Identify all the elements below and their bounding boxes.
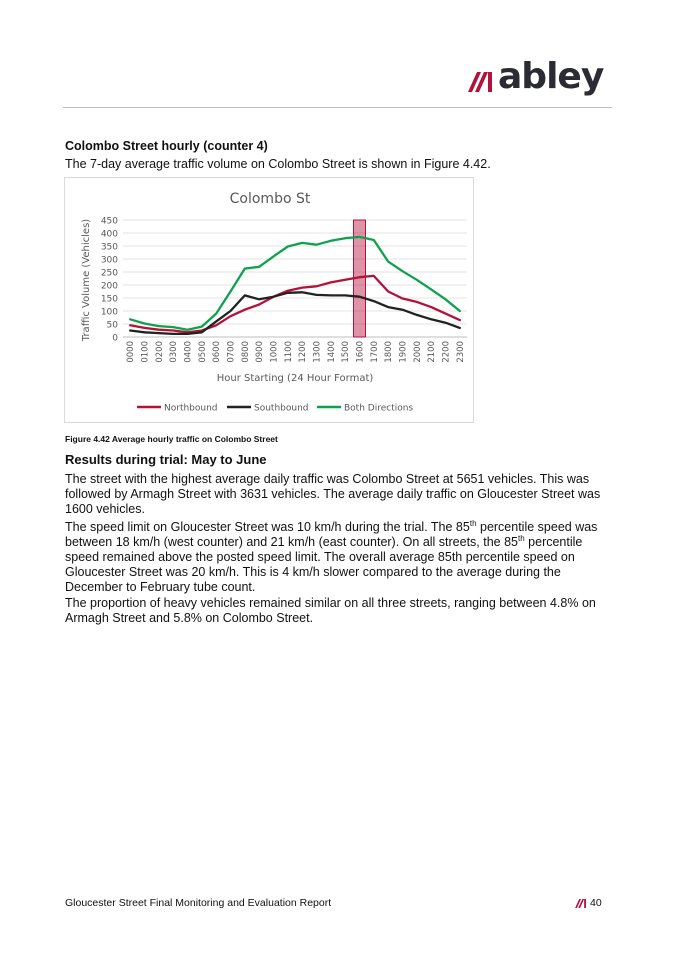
chart-frame	[64, 177, 474, 423]
x-tick-label: 1200	[298, 341, 309, 363]
x-tick-label: 0300	[169, 341, 180, 363]
x-tick-label: 0400	[183, 341, 194, 363]
logo-text: abley	[498, 56, 604, 97]
x-tick-label: 0100	[140, 341, 151, 363]
x-tick-label: 2300	[455, 341, 466, 363]
y-tick-label: 0	[112, 333, 118, 344]
x-tick-label: 1300	[312, 341, 323, 363]
figure-caption: Figure 4.42 Average hourly traffic on Colombo Street	[65, 434, 278, 444]
y-tick-label: 50	[106, 320, 118, 331]
abley-logo	[468, 58, 618, 98]
x-tick-label: 1800	[384, 341, 395, 363]
y-tick-label: 150	[100, 294, 118, 305]
x-tick-label: 1600	[355, 341, 366, 363]
legend-label-2: Both Directions	[344, 403, 414, 414]
x-tick-label: 0200	[154, 341, 165, 363]
colombo-chart	[65, 178, 473, 422]
y-tick-label: 300	[100, 255, 118, 266]
series-line-2	[130, 237, 460, 330]
results-paragraph-3: The proportion of heavy vehicles remained similar on all three streets, ranging between 4.8% on Armagh Street and 5.8% on Colombo Street.	[65, 596, 596, 625]
x-tick-label: 1100	[283, 341, 294, 363]
y-tick-label: 350	[100, 242, 118, 253]
p2-text-a: The speed limit on Gloucester Street was 10 km/h during the trial. The 85	[65, 520, 470, 534]
abley-footer-mark-icon	[575, 899, 587, 908]
chart-title: Colombo St	[229, 191, 311, 207]
results-paragraph-1: The street with the highest average daily traffic was Colombo Street at 5651 vehicles. This was followed by Armagh Street with 3631 vehicles. The average daily traffic on Gloucester Street was 1600 vehicles.	[65, 472, 601, 516]
x-tick-label: 0700	[226, 341, 237, 363]
legend-label-1: Southbound	[254, 403, 309, 414]
header-divider	[63, 107, 612, 108]
y-tick-label: 100	[100, 307, 118, 318]
p2-sup-1: th	[469, 518, 477, 528]
p2-sup-2: th	[518, 533, 525, 543]
p2-text-c: percentile speed remained above the posted speed limit. The overall average 85th percentile speed on Gloucester Street was 20 km/h. This is 4 km/h slower compared to the average during the December to February tube count.	[65, 535, 583, 594]
x-tick-label: 0000	[126, 341, 137, 363]
x-tick-label: 2100	[427, 341, 438, 363]
x-tick-label: 0500	[197, 341, 208, 363]
abley-logo-mark-icon	[468, 72, 494, 92]
x-tick-label: 1700	[369, 341, 380, 363]
y-tick-label: 400	[100, 229, 118, 240]
x-tick-label: 0600	[212, 341, 223, 363]
x-tick-label: 0900	[255, 341, 266, 363]
y-tick-label: 250	[100, 268, 118, 279]
x-tick-label: 1000	[269, 341, 280, 363]
section-intro: The 7-day average traffic volume on Colombo Street is shown in Figure 4.42.	[65, 157, 491, 171]
section-heading: Colombo Street hourly (counter 4)	[65, 139, 268, 153]
page-number: 40	[590, 897, 602, 909]
x-tick-label: 1900	[398, 341, 409, 363]
x-tick-label: 1500	[341, 341, 352, 363]
results-heading: Results during trial: May to June	[65, 452, 267, 467]
results-paragraph-2	[65, 520, 615, 595]
p2-text-b: percentile speed was between 18 km/h (west counter) and 21 km/h (east counter). On all streets, the 85	[65, 520, 598, 549]
legend-label-0: Northbound	[164, 403, 218, 414]
footer-title: Gloucester Street Final Monitoring and Evaluation Report	[65, 897, 332, 909]
y-tick-label: 450	[100, 216, 118, 227]
x-tick-label: 0800	[240, 341, 251, 363]
x-axis-label: Hour Starting (24 Hour Format)	[216, 373, 374, 384]
y-tick-label: 200	[100, 281, 118, 292]
x-tick-label: 1400	[326, 341, 337, 363]
y-axis-label: Traffic Volume (Vehicles)	[81, 218, 92, 342]
x-tick-label: 2000	[412, 341, 423, 363]
x-tick-label: 2200	[441, 341, 452, 363]
